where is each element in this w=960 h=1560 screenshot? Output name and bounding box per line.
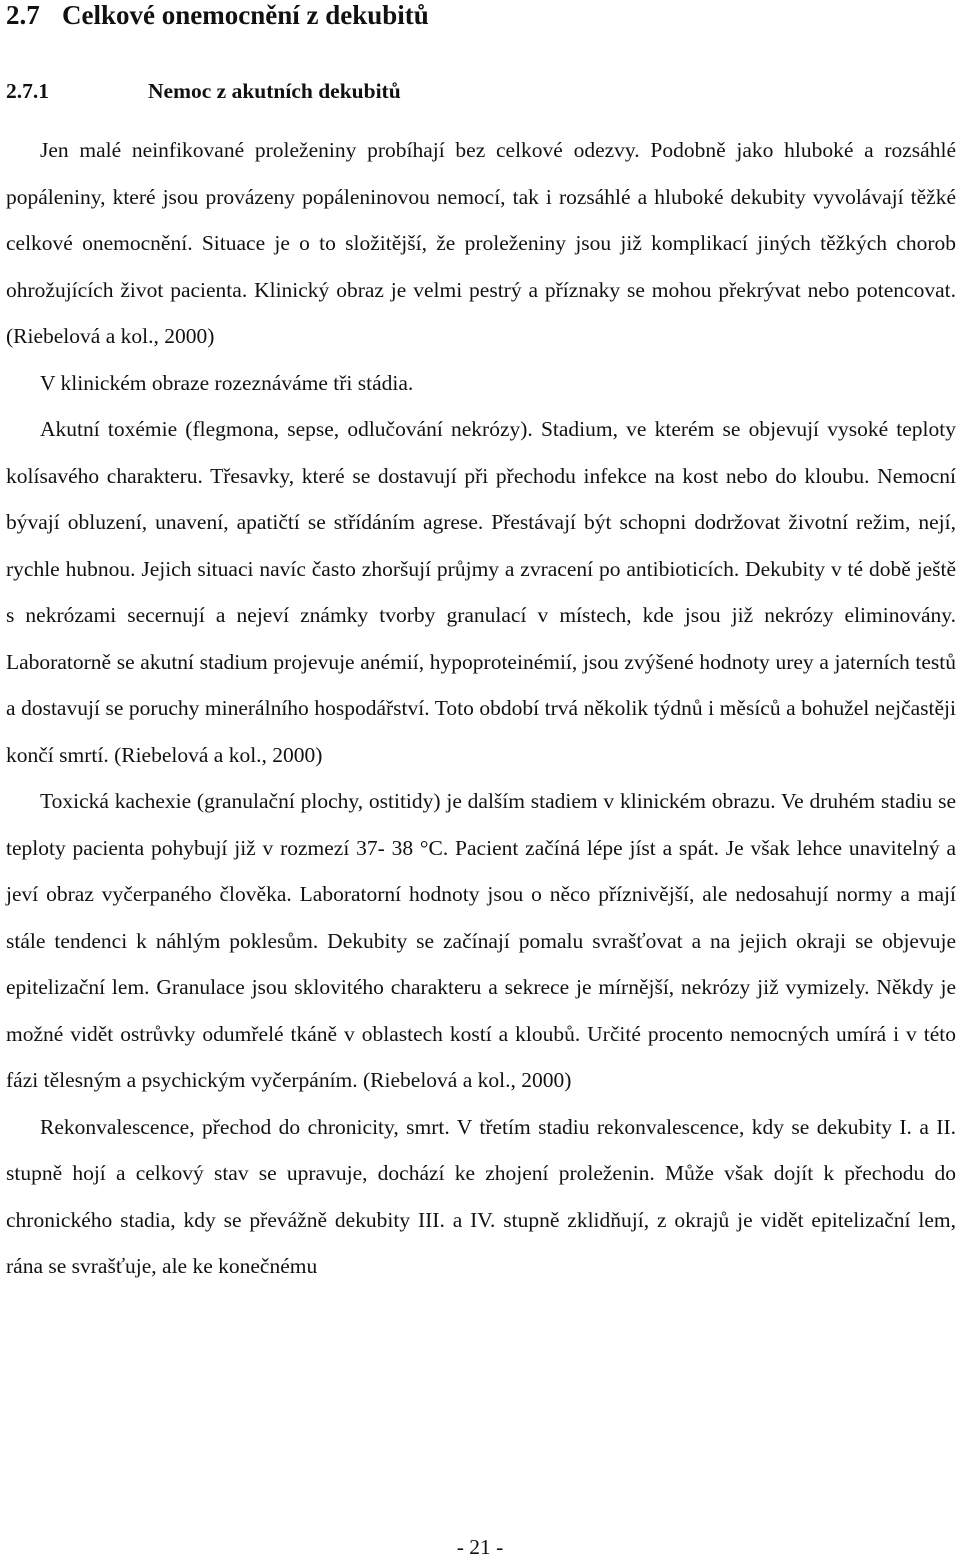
paragraph-acute-toxemia: Akutní toxémie (flegmona, sepse, odlučování nekrózy). Stadium, ve kterém se objevují vysoké teploty kolísavého charakteru. Třesavky, které se dostavují při přechodu infekce na kost nebo do kloubu. Nemocní bývají obluzení, unavení, apatičtí se střídáním agrese. Přestávají být schopni dodržovat životní režim, nejí, rychle hubnou. Jejich situaci navíc často zhoršují průjmy a zvracení po antibioticích. Dekubity v té době ještě s nekrózami secernují a nejeví známky tvorby granulací v místech, kde jsou již nekrózy eliminovány. Laboratorně se akutní stadium projevuje anémií, hypoproteinémií, jsou zvýšené hodnoty urey a jaterních testů a dostavují se poruchy minerálního hospodářství. Toto období trvá několik týdnů i měsíců a bohužel nejčastěji končí smrtí. (Riebelová a kol., 2000)	[6, 417, 956, 767]
paragraph-intro: Jen malé neinfikované proleženiny probíhají bez celkové odezvy. Podobně jako hluboké a rozsáhlé popáleniny, které jsou provázeny popáleninovou nemocí, tak i rozsáhlé a hluboké dekubity vyvolávají těžké celkové onemocnění. Situace je o to složitější, že proleženiny jsou již komplikací jiných těžkých chorob ohrožujících život pacienta. Klinický obraz je velmi pestrý a příznaky se mohou překrývat nebo potencovat. (Riebelová a kol., 2000)	[6, 138, 956, 348]
section-number: 2.7	[6, 0, 40, 30]
paragraph-stages: V klinickém obraze rozeznáváme tři stádia.	[40, 370, 414, 395]
paragraph-reconvalescence: Rekonvalescence, přechod do chronicity, smrt. V třetím stadiu rekonvalescence, kdy se dekubity I. a II. stupně hojí a celkový stav se upravuje, dochází ke zhojení proleženin. Může však dojít k přechodu do chronického stadia, kdy se převážně dekubity III. a IV. stupně zklidňují, z okrajů je vidět epitelizační lem, rána se svrašťuje, ale ke konečnému	[6, 1114, 956, 1278]
subsection-title: Nemoc z akutních dekubitů	[148, 79, 401, 103]
page-number: - 21 -	[456, 1535, 504, 1559]
subsection-heading	[6, 76, 401, 106]
body-text	[6, 127, 956, 1290]
section-title: Celkové onemocnění z dekubitů	[62, 0, 429, 30]
subsection-number: 2.7.1	[6, 79, 49, 103]
paragraph-toxic-cachexia: Toxická kachexie (granulační plochy, ostitidy) je dalším stadiem v klinickém obrazu. Ve druhém stadiu se teploty pacienta pohybují již v rozmezí 37- 38 °C. Pacient začíná lépe jíst a spát. Je však lehce unavitelný a jeví obraz vyčerpaného člověka. Laboratorní hodnoty jsou o něco příznivější, ale nedosahují normy a mají stále tendenci k náhlým poklesům. Dekubity se začínají pomalu svrašťovat a na jejich okraji se objevuje epitelizační lem. Granulace jsou sklovitého charakteru a sekrece je mírnější, nekrózy již vymizely. Někdy je možné vidět ostrůvky odumřelé tkáně v oblastech kostí a kloubů. Určité procento nemocných umírá i v této fázi tělesným a psychickým vyčerpáním. (Riebelová a kol., 2000)	[6, 789, 956, 1092]
section-heading	[6, 0, 429, 32]
